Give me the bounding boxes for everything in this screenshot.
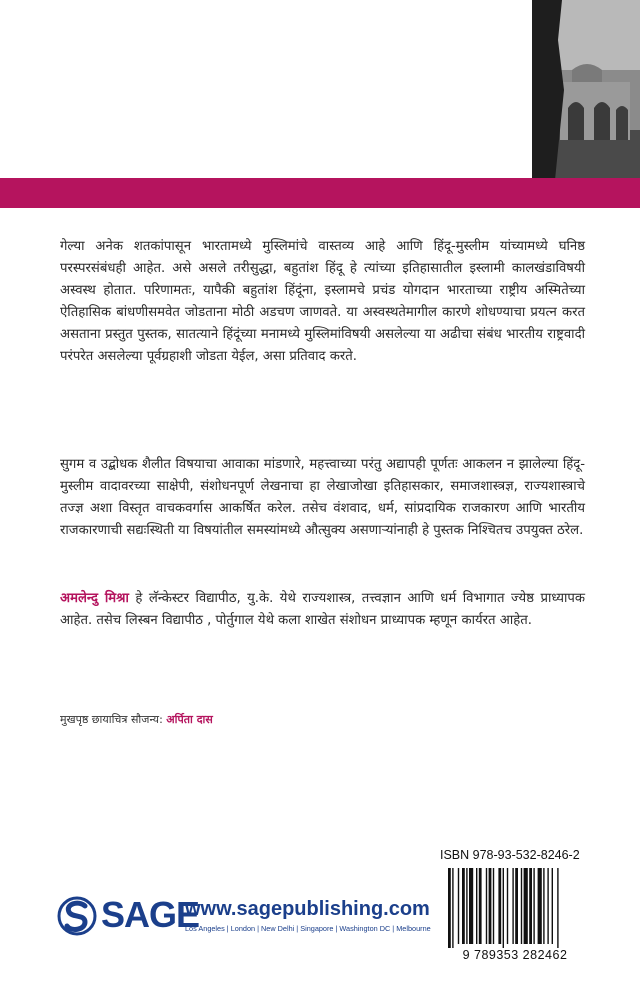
publisher-logo (57, 894, 437, 950)
author-bio (60, 588, 585, 632)
cover-photo (532, 0, 640, 190)
publisher-wordmark: SAGE (101, 894, 200, 935)
description-paragraph-2: सुगम व उद्बोधक शैलीत विषयाचा आवाका मांडणारे, महत्त्वाच्या परंतु अद्यापही पूर्णतः आकलन न झालेल्या हिंदू-मुस्लीम वादावरच्या साक्षेपी, संशोधनपूर्ण लेखनाचा हा लेखाजोखा इतिहासकार, समाजशास्त्रज्ञ, राज्यशास्त्राचे तज्ज्ञ अशा विस्तृत वाचकवर्गास आकर्षित करेल. तसेच वंशवाद, धर्म, सांप्रदायिक राजकारण आणि भारतीय राजकारणाची सद्यःस्थिती या विषयांतील समस्यांमध्ये औत्सुक्य असणाऱ्यांनाही हे पुस्तक निश्चितच उपयुक्त ठरेल. (60, 457, 585, 538)
author-bio-text: हे लॅन्केस्टर विद्यापीठ, यु.के. येथे राज्यशास्त्र, तत्त्वज्ञान आणि धर्म विभागात ज्येष्ठ प्राध्यापक आहेत. तसेच लिस्बन विद्यापीठ , पोर्तुगाल येथे कला शाखेत संशोधन प्राध्यापक म्हणून कार्यरत आहेत. (60, 591, 585, 628)
ruins-photo-icon (532, 0, 640, 190)
isbn-label: ISBN 978-93-532-8246-2 (440, 848, 580, 862)
accent-band (0, 178, 640, 208)
barcode-digits: 9 789353 282462 (440, 948, 590, 962)
photo-credit-name: अर्पिता दास (166, 713, 213, 726)
sage-swirl-icon (57, 896, 99, 936)
photo-credit (60, 712, 213, 727)
photo-credit-label: मुखपृष्ठ छायाचित्र सौजन्य: (60, 713, 167, 726)
author-name: अमलेन्दु मिश्रा (60, 591, 129, 606)
publisher-cities: Los Angeles | London | New Delhi | Singapore | Washington DC | Melbourne (185, 924, 431, 933)
publisher-url: www.sagepublishing.com (185, 898, 430, 920)
description-paragraph-1: गेल्या अनेक शतकांपासून भारतामध्ये मुस्लिमांचे वास्तव्य आहे आणि हिंदू-मुस्लीम यांच्यामध्ये घनिष्ठ परस्परसंबंधही आहेत. असे असले तरीसुद्धा, बहुतांश हिंदू हे त्यांच्या इतिहासातील इस्लामी कालखंडाविषयी अस्वस्थ होतात. परिणामतः, यापैकी बहुतांश हिंदूंना, इस्लामचे प्रचंड योगदान भारताच्या राष्ट्रीय अस्मितेच्या ऐतिहासिक बांधणीसमवेत जोडताना मोठी अडचण जाणवते. या अस्वस्थतेमागील कारणे शोधण्याचा प्रयत्न करत असताना प्रस्तुत पुस्तक, सातत्याने हिंदूंच्या मनामध्ये मुस्लिमांविषयी असलेल्या या अढीचा संबंध भारतीय राष्ट्रवादी परंपरेत असलेल्या पूर्वग्रहाशी जोडता येईल, असा प्रतिवाद करते. (60, 239, 585, 364)
